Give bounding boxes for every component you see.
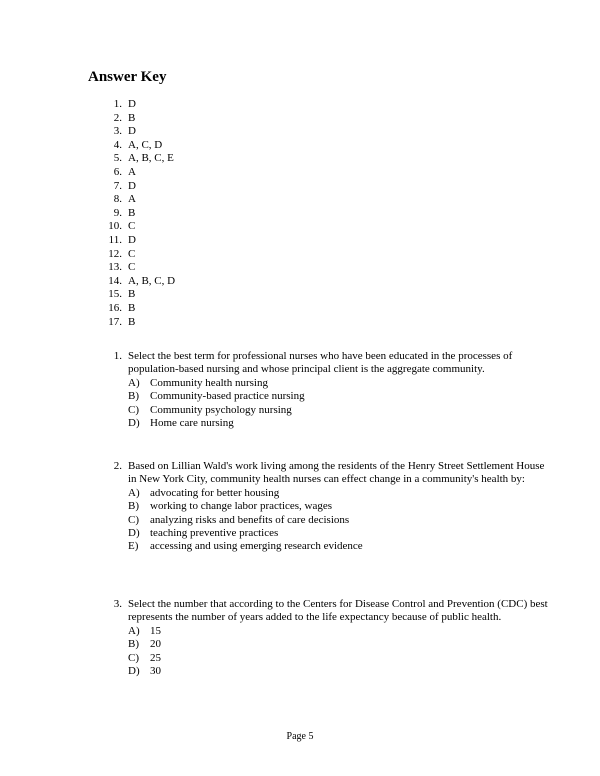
answer-item bbox=[100, 139, 300, 153]
answer-value: D bbox=[128, 233, 136, 246]
answer-value: B bbox=[128, 111, 136, 124]
answer-key-list bbox=[100, 98, 300, 329]
answer-number: 4. bbox=[113, 138, 122, 151]
answer-value: A bbox=[128, 165, 136, 178]
answer-number: 16. bbox=[108, 301, 122, 314]
answer-option bbox=[100, 500, 550, 513]
option-letter: D) bbox=[128, 527, 140, 540]
answer-option bbox=[100, 404, 550, 417]
option-letter: B) bbox=[128, 500, 139, 513]
answer-value: B bbox=[128, 288, 136, 301]
answer-number: 1. bbox=[113, 98, 122, 110]
answer-value: C bbox=[128, 247, 136, 260]
question-number: 1. bbox=[113, 350, 122, 362]
option-letter: A) bbox=[128, 376, 140, 389]
answer-value: B bbox=[128, 315, 136, 328]
answer-item bbox=[100, 180, 300, 194]
question-text: Based on Lillian Wald's work living among the residents of the Henry Street Settlement House in New York City, community health nurses can effect change in a community's health by: bbox=[128, 460, 545, 486]
answer-value: A bbox=[128, 193, 136, 206]
question-stem bbox=[100, 350, 550, 377]
question-text: Select the best term for professional nurses who have been educated in the processes of population-based nursing and whose principal client is the aggregate community. bbox=[128, 350, 513, 376]
answer-number: 2. bbox=[113, 111, 122, 124]
answer-number: 3. bbox=[113, 125, 122, 138]
option-text: Home care nursing bbox=[150, 417, 234, 430]
answer-option bbox=[100, 487, 550, 500]
answer-option bbox=[100, 540, 550, 553]
option-letter: A) bbox=[128, 486, 140, 499]
answer-item bbox=[100, 261, 300, 275]
question-number: 3. bbox=[113, 598, 122, 610]
answer-item bbox=[100, 193, 300, 207]
answer-option bbox=[100, 417, 550, 430]
answer-value: D bbox=[128, 179, 136, 192]
answer-item bbox=[100, 166, 300, 180]
option-letter: C) bbox=[128, 403, 139, 416]
answer-option bbox=[100, 377, 550, 390]
answer-value: C bbox=[128, 220, 136, 233]
option-letter: D) bbox=[128, 417, 140, 430]
answer-option bbox=[100, 652, 550, 665]
answer-value: C bbox=[128, 261, 136, 274]
answer-item bbox=[100, 248, 300, 262]
option-text: Community-based practice nursing bbox=[150, 390, 305, 403]
answer-number: 7. bbox=[113, 179, 122, 192]
answer-item bbox=[100, 125, 300, 139]
answer-item bbox=[100, 207, 300, 221]
option-text: analyzing risks and benefits of care decisions bbox=[150, 513, 350, 526]
answer-item bbox=[100, 302, 300, 316]
answer-number: 15. bbox=[108, 288, 122, 301]
answer-number: 11. bbox=[108, 233, 122, 246]
option-letter: C) bbox=[128, 651, 139, 664]
answer-item bbox=[100, 288, 300, 302]
answer-number: 13. bbox=[108, 261, 122, 274]
answer-value: D bbox=[128, 98, 136, 110]
option-letter: D) bbox=[128, 665, 140, 678]
answer-option bbox=[100, 665, 550, 678]
answer-item bbox=[100, 316, 300, 330]
option-text: accessing and using emerging research evidence bbox=[150, 540, 363, 553]
answer-number: 12. bbox=[108, 247, 122, 260]
answer-option bbox=[100, 625, 550, 638]
answer-value: B bbox=[128, 206, 136, 219]
option-text: advocating for better housing bbox=[150, 486, 280, 499]
question-stem bbox=[100, 598, 550, 625]
option-text: Community psychology nursing bbox=[150, 403, 292, 416]
option-text: 20 bbox=[150, 638, 161, 651]
option-letter: B) bbox=[128, 638, 139, 651]
answer-item bbox=[100, 112, 300, 126]
question-number: 2. bbox=[113, 460, 122, 472]
answer-number: 6. bbox=[113, 165, 122, 178]
option-text: 25 bbox=[150, 651, 161, 664]
answer-value: A, C, D bbox=[128, 138, 163, 151]
option-text: 30 bbox=[150, 665, 161, 678]
option-text: 15 bbox=[150, 624, 161, 637]
answer-number: 14. bbox=[108, 274, 122, 287]
option-text: working to change labor practices, wages bbox=[150, 500, 333, 513]
option-text: Community health nursing bbox=[150, 376, 268, 389]
page-number: Page 5 bbox=[286, 731, 314, 742]
option-letter: C) bbox=[128, 513, 139, 526]
answer-option bbox=[100, 638, 550, 651]
answer-option bbox=[100, 514, 550, 527]
answer-number: 5. bbox=[113, 152, 122, 165]
answer-option bbox=[100, 390, 550, 403]
option-letter: A) bbox=[128, 624, 140, 637]
answer-number: 17. bbox=[108, 315, 122, 328]
answer-number: 9. bbox=[113, 206, 122, 219]
option-letter: B) bbox=[128, 390, 139, 403]
answer-item bbox=[100, 275, 300, 289]
option-letter: E) bbox=[128, 540, 139, 553]
answer-item bbox=[100, 234, 300, 248]
page-title: Answer Key bbox=[88, 69, 167, 85]
answer-item bbox=[100, 152, 300, 166]
question-2 bbox=[100, 460, 550, 554]
option-text: teaching preventive practices bbox=[150, 527, 279, 540]
answer-item bbox=[100, 98, 300, 112]
answer-value: B bbox=[128, 301, 136, 314]
answer-number: 10. bbox=[108, 220, 122, 233]
question-stem bbox=[100, 460, 550, 487]
answer-value: A, B, C, D bbox=[128, 274, 176, 287]
answer-number: 8. bbox=[113, 193, 122, 206]
question-3 bbox=[100, 598, 550, 678]
answer-value: D bbox=[128, 125, 136, 138]
answer-option bbox=[100, 527, 550, 540]
question-1 bbox=[100, 350, 550, 430]
answer-item bbox=[100, 220, 300, 234]
answer-value: A, B, C, E bbox=[128, 152, 174, 165]
question-text: Select the number that according to the Centers for Disease Control and Prevention (CDC) best represents the number of years added to the life expectancy because of public health. bbox=[128, 598, 548, 624]
